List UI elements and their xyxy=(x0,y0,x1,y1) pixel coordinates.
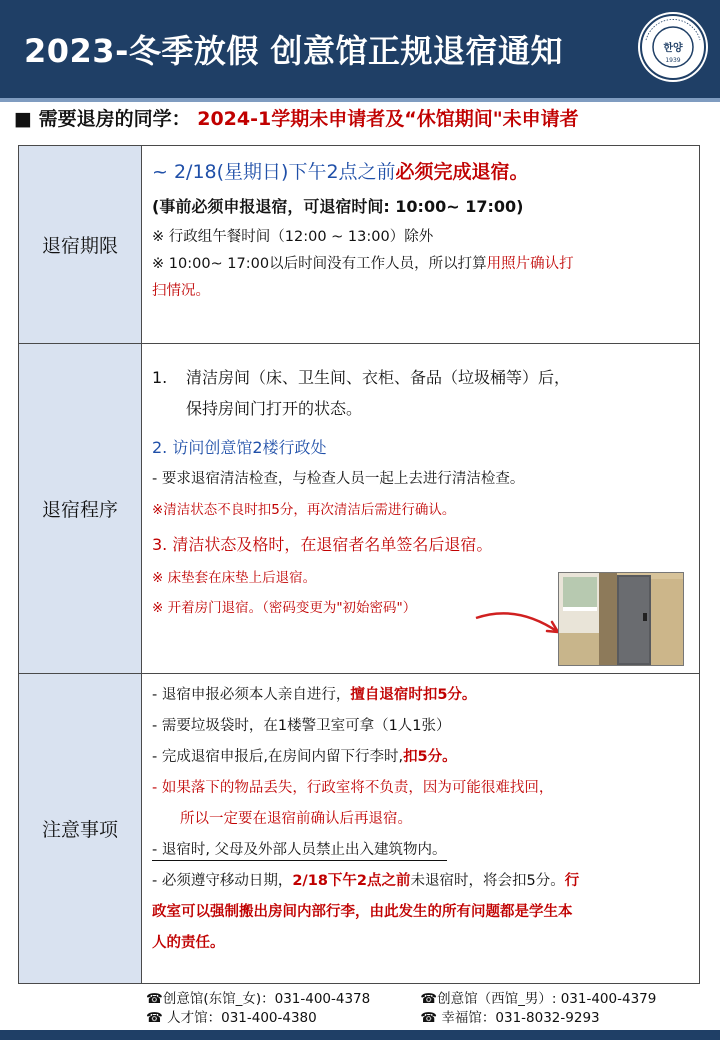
note-6-red-2: 行 xyxy=(564,873,580,889)
checkout-hours: (事前必须申报退宿，可退宿时间: 10:00~ 17:00) xyxy=(152,197,524,216)
note-6-end: 人的责任。 xyxy=(152,935,225,951)
deadline-date: ~ 2/18(星期日)下午2点之前 xyxy=(152,161,396,183)
step-3: 3. 清洁状态及格时，在退宿者名单签名后退宿。 xyxy=(152,535,493,554)
page-title: 2023-冬季放假 创意馆正规退宿通知 xyxy=(24,32,563,70)
photo-note-red: 用照片确认打 xyxy=(486,256,574,272)
audience-lead: 需要退房的同学： xyxy=(38,108,191,130)
procedure-content xyxy=(142,344,700,674)
svg-text:1939: 1939 xyxy=(665,57,681,64)
note-5-text: - 退宿时, 父母及外部人员禁止出入建筑物内。 xyxy=(152,840,447,861)
contact-east: ☎创意馆(东馆_女)：031-400-4378 xyxy=(146,991,371,1007)
room-door-photo xyxy=(558,572,684,666)
note-3 xyxy=(152,742,689,773)
contact-happiness: ☎ 幸福馆：031-8032-9293 xyxy=(420,1010,600,1026)
note-4a: - 如果落下的物品丢失，行政室将不负责，因为可能很难找回， xyxy=(152,780,554,796)
note-2: - 需要垃圾袋时，在1楼警卫室可拿（1人1张） xyxy=(152,718,451,734)
note-1 xyxy=(152,680,689,711)
note-6-text-b: 未退宿时，将会扣5分。 xyxy=(410,873,565,889)
note-6-cont: 政室可以强制搬出房间内部行李，由此发生的所有问题都是学生本 xyxy=(152,904,573,920)
contact-west: ☎创意馆（西馆_男）: 031-400-4379 xyxy=(420,991,657,1007)
deadline-must: 必须完成退宿。 xyxy=(395,161,529,183)
audience-line xyxy=(14,104,579,131)
square-bullet-icon: ■ xyxy=(14,108,32,130)
notes-label: 注意事项 xyxy=(19,674,142,984)
pointer-arrow-icon xyxy=(472,606,572,646)
step-1 xyxy=(152,350,689,424)
audience-highlight: 2024-1学期未申请者及“休馆期间"未申请者 xyxy=(197,108,579,130)
photo-note xyxy=(152,251,689,278)
contact-footer xyxy=(146,990,690,1028)
step-2: 2. 访问创意馆2楼行政处 xyxy=(152,438,327,457)
note-1-text: - 退宿申报必须本人亲自进行， xyxy=(152,687,351,703)
university-seal-logo xyxy=(636,10,710,84)
period-label: 退宿期限 xyxy=(19,146,142,344)
step-1-number: 1. xyxy=(152,368,168,387)
step-1-text-b: 保持房间门打开的状态。 xyxy=(186,399,363,418)
note-6-red: 2/18下午2点之前 xyxy=(292,873,411,889)
lunch-note: ※ 行政组午餐时间（12:00 ~ 13:00）除外 xyxy=(152,229,434,245)
contact-talent: ☎ 人才馆：031-400-4380 xyxy=(146,1010,317,1026)
bottom-band xyxy=(0,1030,720,1040)
photo-note-prefix: ※ 10:00~ 17:00以后时间没有工作人员，所以打算 xyxy=(152,256,487,272)
header-band xyxy=(0,0,720,102)
step-2-detail: - 要求退宿清洁检查，与检查人员一起上去进行清洁检查。 xyxy=(152,471,525,487)
svg-text:한양: 한양 xyxy=(663,43,683,54)
note-6 xyxy=(152,866,689,897)
step-1-text-a: 清洁房间（床、卫生间、衣柜、备品（垃圾桶等）后， xyxy=(186,368,571,387)
note-6-text-a: - 必须遵守移动日期， xyxy=(152,873,293,889)
step-3-note-1: ※ 床垫套在床垫上后退宿。 xyxy=(152,570,317,586)
notes-content xyxy=(142,674,700,984)
step-3-note-2: ※ 开着房门退宿。（密码变更为"初始密码"） xyxy=(152,600,417,616)
note-4b: 所以一定要在退宿前确认后再退宿。 xyxy=(180,811,412,827)
note-5 xyxy=(152,835,689,866)
period-content xyxy=(142,146,700,344)
checkout-table xyxy=(18,145,700,984)
step-2-note: ※清洁状态不良时扣5分，再次清洁后需进行确认。 xyxy=(152,502,456,518)
photo-note-cont: 扫情况。 xyxy=(152,283,210,299)
procedure-label: 退宿程序 xyxy=(19,344,142,674)
note-1-red: 擅自退宿时扣5分。 xyxy=(350,687,477,703)
note-3-red: 扣5分。 xyxy=(403,749,457,765)
note-3-text: - 完成退宿申报后,在房间内留下行李时, xyxy=(152,749,404,765)
